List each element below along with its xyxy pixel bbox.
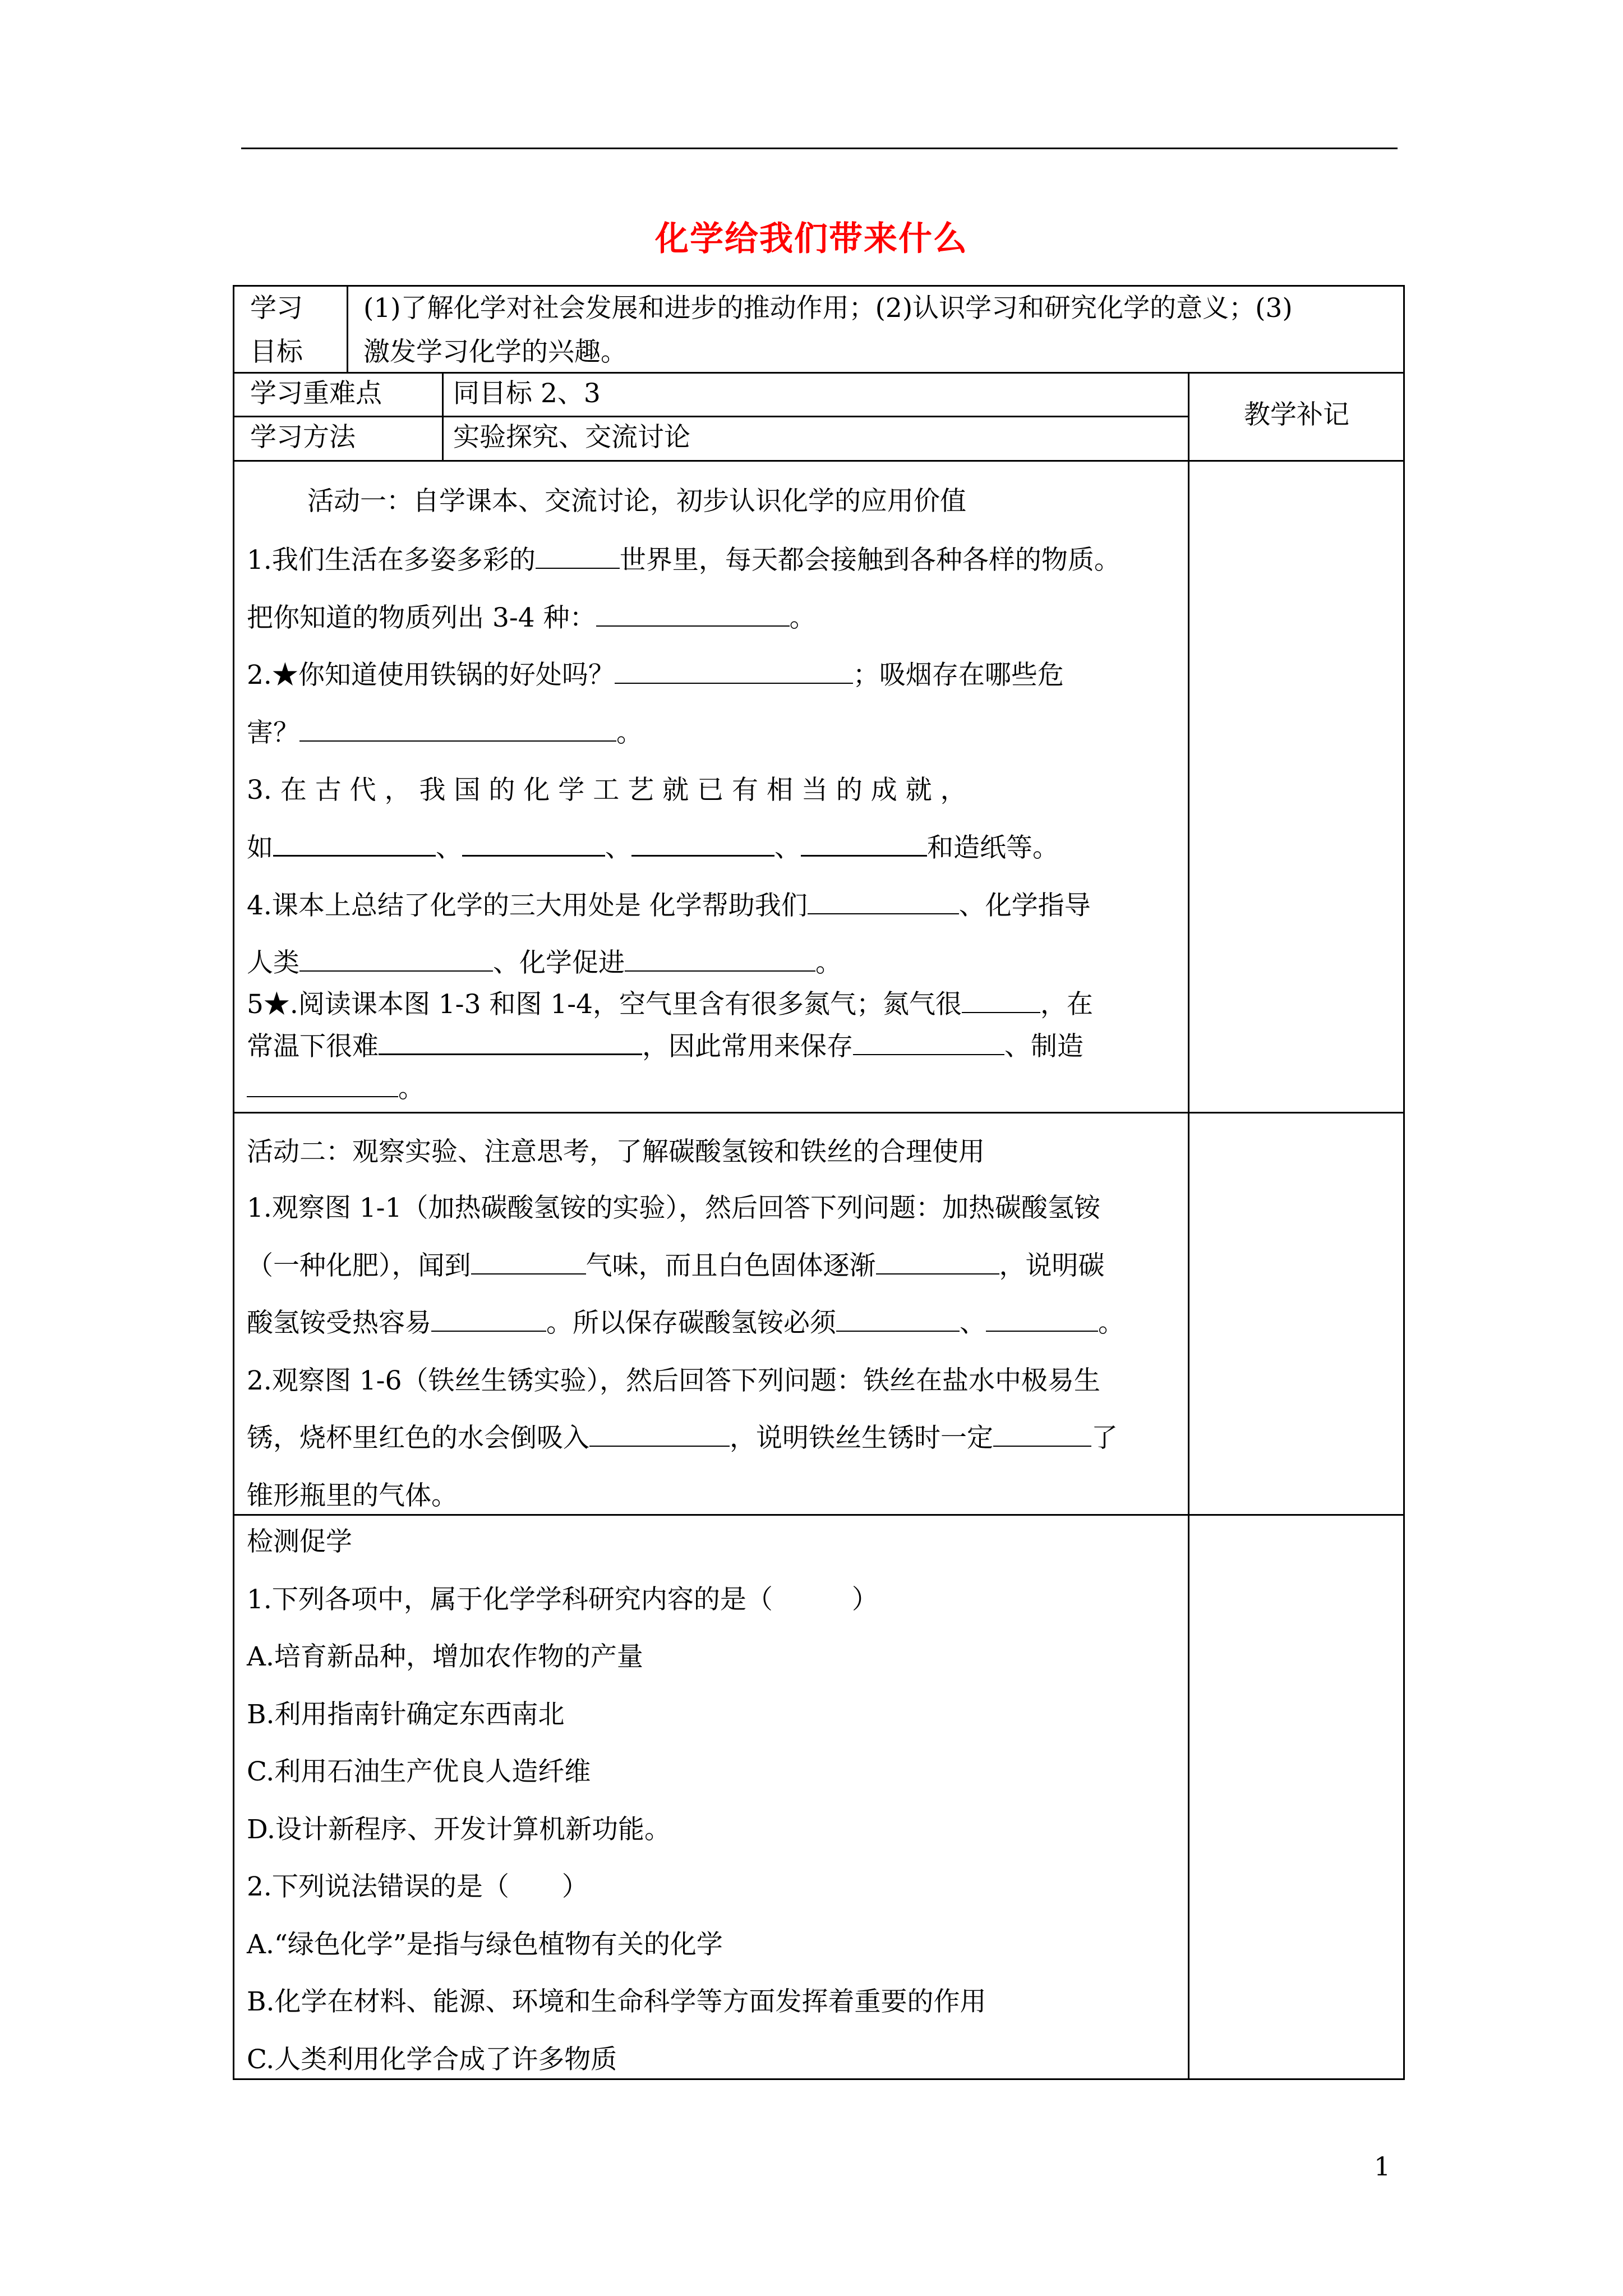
activity1-heading: 活动一：自学课本、交流讨论，初步认识化学的应用价值: [307, 486, 966, 517]
activity1-q1b: 把你知道的物质列出 3-4 种： 。: [247, 602, 816, 633]
activity2-heading: 活动二：观察实验、注意思考，了解碳酸氢铵和铁丝的合理使用: [247, 1137, 985, 1167]
test-q2-option-c[interactable]: C.人类利用化学合成了许多物质: [247, 2044, 617, 2075]
answer-blank[interactable]: [379, 1032, 642, 1055]
answer-blank[interactable]: [615, 661, 853, 684]
activity1-q2b: 害？ 。: [247, 717, 643, 748]
test-q1-option-b[interactable]: B.利用指南针确定东西南北: [247, 1699, 565, 1730]
col-divider: [442, 372, 444, 462]
row-divider: [234, 416, 1188, 417]
answer-blank[interactable]: [462, 834, 605, 857]
col-divider: [1188, 372, 1189, 2078]
activity2-q1a: 1.观察图 1-1（加热碳酸氢铵的实验），然后回答下列问题：加热碳酸氢铵: [247, 1193, 1100, 1223]
answer-blank[interactable]: [993, 1424, 1091, 1447]
activity2-q2a: 2.观察图 1-6（铁丝生锈实验），然后回答下列问题：铁丝在盐水中极易生: [247, 1365, 1100, 1396]
test-q1: 1.下列各项中，属于化学学科研究内容的是（ ）: [247, 1584, 878, 1615]
activity1-q5a: 5★.阅读课本图 1-3 和图 1-4，空气里含有很多氮气；氮气很 ，在: [247, 989, 1094, 1020]
activity2-q2b: 锈，烧杯里红色的水会倒吸入 ，说明铁丝生锈时一定 了: [247, 1423, 1118, 1453]
page-number: 1: [1374, 2151, 1391, 2182]
activity2-q1c: 酸氢铵受热容易 。所以保存碳酸氢铵必须 、 。: [247, 1308, 1124, 1338]
goal-text: (1)了解化学对社会发展和进步的推动作用；(2)认识学习和研究化学的意义；(3) 激发学习化学的兴趣。: [363, 293, 1293, 367]
answer-blank[interactable]: [431, 1309, 546, 1332]
header-rule: [241, 148, 1398, 149]
page-title: 化学给我们带来什么: [655, 219, 968, 259]
answer-blank[interactable]: [962, 991, 1040, 1013]
activity1-q2a: 2.★你知道使用铁锅的好处吗？ ；吸烟存在哪些危: [247, 660, 1064, 691]
answer-blank[interactable]: [273, 834, 436, 857]
row-divider: [234, 460, 1403, 462]
difficulty-label: 学习重难点: [250, 378, 382, 409]
notes-label: 教学补记: [1244, 399, 1349, 430]
activity1-q5c: 。: [247, 1068, 425, 1105]
answer-blank[interactable]: [631, 834, 774, 857]
test-q2: 2.下列说法错误的是（ ）: [247, 1871, 588, 1902]
answer-blank[interactable]: [589, 1424, 730, 1447]
col-divider: [347, 287, 348, 374]
answer-blank[interactable]: [986, 1309, 1098, 1332]
answer-blank[interactable]: [247, 1075, 398, 1097]
answer-blank[interactable]: [471, 1252, 586, 1274]
activity1-q1a: 1.我们生活在多姿多彩的 世界里，每天都会接触到各种各样的物质。: [247, 545, 1121, 576]
answer-blank[interactable]: [625, 949, 815, 972]
test-q1-option-c[interactable]: C.利用石油生产优良人造纤维: [247, 1756, 591, 1787]
answer-blank[interactable]: [299, 949, 493, 972]
activity1-q3b: 如 、 、 、 和造纸等。: [247, 832, 1059, 863]
activity1-q4b: 人类 、化学促进 。: [247, 947, 842, 978]
activity2-q1b: （一种化肥），闻到 气味，而且白色固体逐渐 ，说明碳: [247, 1250, 1105, 1281]
lesson-table: [233, 285, 1405, 2080]
answer-blank[interactable]: [299, 719, 616, 742]
test-q2-option-a[interactable]: A.“绿色化学”是指与绿色植物有关的化学: [247, 1929, 723, 1960]
goal-label: 学习 目标: [250, 293, 303, 367]
test-q1-option-a[interactable]: A.培育新品种，增加农作物的产量: [247, 1641, 643, 1672]
answer-blank[interactable]: [808, 892, 959, 914]
answer-blank[interactable]: [596, 604, 790, 627]
answer-blank[interactable]: [853, 1033, 1004, 1055]
test-q1-option-d[interactable]: D.设计新程序、开发计算机新功能。: [247, 1814, 671, 1845]
method-label: 学习方法: [250, 422, 356, 453]
answer-blank[interactable]: [536, 546, 620, 569]
row-divider: [234, 1514, 1403, 1516]
difficulty-value: 同目标 2、3: [453, 378, 601, 409]
activity1-q3a: 3. 在 古 代 ， 我 国 的 化 学 工 艺 就 已 有 相 当 的 成 就 ，: [247, 775, 967, 806]
answer-blank[interactable]: [801, 834, 927, 857]
activity1-q5b: 常温下很难 ，因此常用来保存 、制造: [247, 1031, 1083, 1062]
activity1-q4a: 4.课本上总结了化学的三大用处是 化学帮助我们 、化学指导: [247, 890, 1091, 921]
activity2-q2c: 锥形瓶里的气体。: [247, 1480, 458, 1511]
row-divider: [234, 1112, 1403, 1114]
answer-blank[interactable]: [836, 1309, 960, 1332]
answer-blank[interactable]: [876, 1252, 999, 1274]
test-heading: 检测促学: [247, 1526, 352, 1557]
method-value: 实验探究、交流讨论: [453, 422, 690, 453]
test-q2-option-b[interactable]: B.化学在材料、能源、环境和生命科学等方面发挥着重要的作用: [247, 1986, 986, 2017]
